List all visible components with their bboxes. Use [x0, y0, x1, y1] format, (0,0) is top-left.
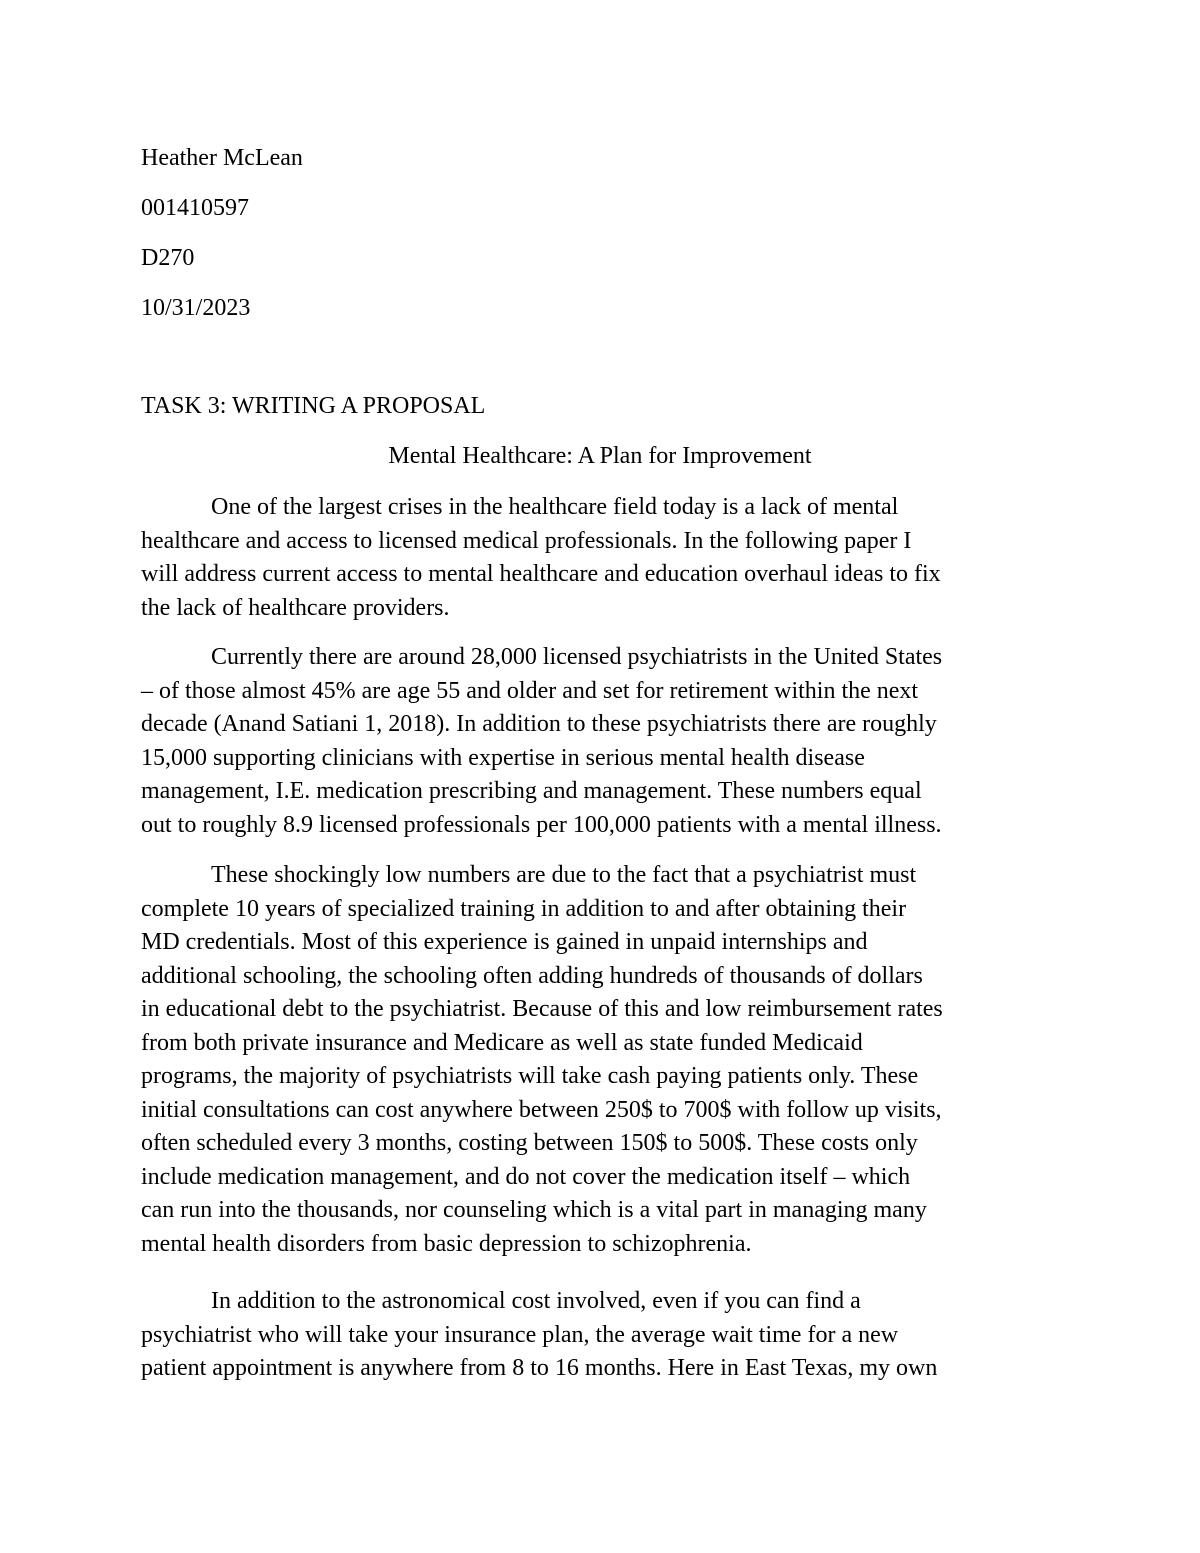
- paragraph-line: complete 10 years of specialized training in addition to and after obtaining their: [141, 895, 907, 922]
- paragraph-line: Currently there are around 28,000 licensed psychiatrists in the United States: [211, 644, 943, 670]
- submission-date: 10/31/2023: [141, 295, 251, 321]
- paragraph-line: MD credentials. Most of this experience is gained in unpaid internships and: [141, 929, 868, 955]
- task-title: TASK 3: WRITING A PROPOSAL: [141, 393, 486, 419]
- paragraph-line: These shockingly low numbers are due to the fact that a psychiatrist must: [211, 862, 917, 888]
- paragraph-line: In addition to the astronomical cost involved, even if you can find a: [211, 1288, 861, 1314]
- paragraph-line: additional schooling, the schooling often adding hundreds of thousands of dollars: [141, 962, 923, 989]
- paragraph-line: – of those almost 45% are age 55 and older and set for retirement within the next: [141, 677, 919, 704]
- paragraph-line: from both private insurance and Medicare as well as state funded Medicaid: [141, 1029, 863, 1056]
- paragraph-line: 15,000 supporting clinicians with expertise in serious mental health disease: [141, 744, 865, 771]
- paragraph-line: the lack of healthcare providers.: [141, 594, 450, 621]
- paragraph-line: initial consultations can cost anywhere between 250$ to 700$ with follow up visits,: [141, 1096, 942, 1123]
- paragraph-line: can run into the thousands, nor counseling which is a vital part in managing many: [141, 1197, 927, 1223]
- paragraph-line: often scheduled every 3 months, costing between 150$ to 500$. These costs only: [141, 1130, 918, 1156]
- paragraph-line: One of the largest crises in the healthcare field today is a lack of mental: [211, 494, 899, 520]
- paragraph-line: patient appointment is anywhere from 8 to 16 months. Here in East Texas, my own: [141, 1355, 938, 1381]
- paragraph-1: [141, 491, 1071, 625]
- paragraph-line: psychiatrist who will take your insurance plan, the average wait time for a new: [141, 1321, 899, 1348]
- paragraph-3: [141, 859, 1071, 1261]
- paragraph-line: programs, the majority of psychiatrists will take cash paying patients only. These: [141, 1063, 919, 1089]
- paragraph-line: include medication management, and do not cover the medication itself – which: [141, 1163, 911, 1190]
- paragraph-line: in educational debt to the psychiatrist. Because of this and low reimbursement rates: [141, 996, 943, 1022]
- course-code: D270: [141, 245, 195, 271]
- paragraph-4: [141, 1285, 1071, 1386]
- paragraph-line: will address current access to mental healthcare and education overhaul ideas to fix: [141, 561, 941, 587]
- paragraph-line: management, I.E. medication prescribing and management. These numbers equal: [141, 778, 922, 804]
- student-id: 001410597: [141, 195, 249, 221]
- paragraph-line: out to roughly 8.9 licensed professionals per 100,000 patients with a mental illness.: [141, 811, 942, 838]
- paragraph-line: healthcare and access to licensed medical professionals. In the following paper I: [141, 527, 912, 554]
- paragraph-2: [141, 641, 1071, 842]
- document-title: Mental Healthcare: A Plan for Improvement: [388, 443, 812, 469]
- author-name: Heather McLean: [141, 145, 303, 171]
- paragraph-line: mental health disorders from basic depression to schizophrenia.: [141, 1230, 752, 1257]
- paragraph-line: decade (Anand Satiani 1, 2018). In addition to these psychiatrists there are roughly: [141, 711, 937, 737]
